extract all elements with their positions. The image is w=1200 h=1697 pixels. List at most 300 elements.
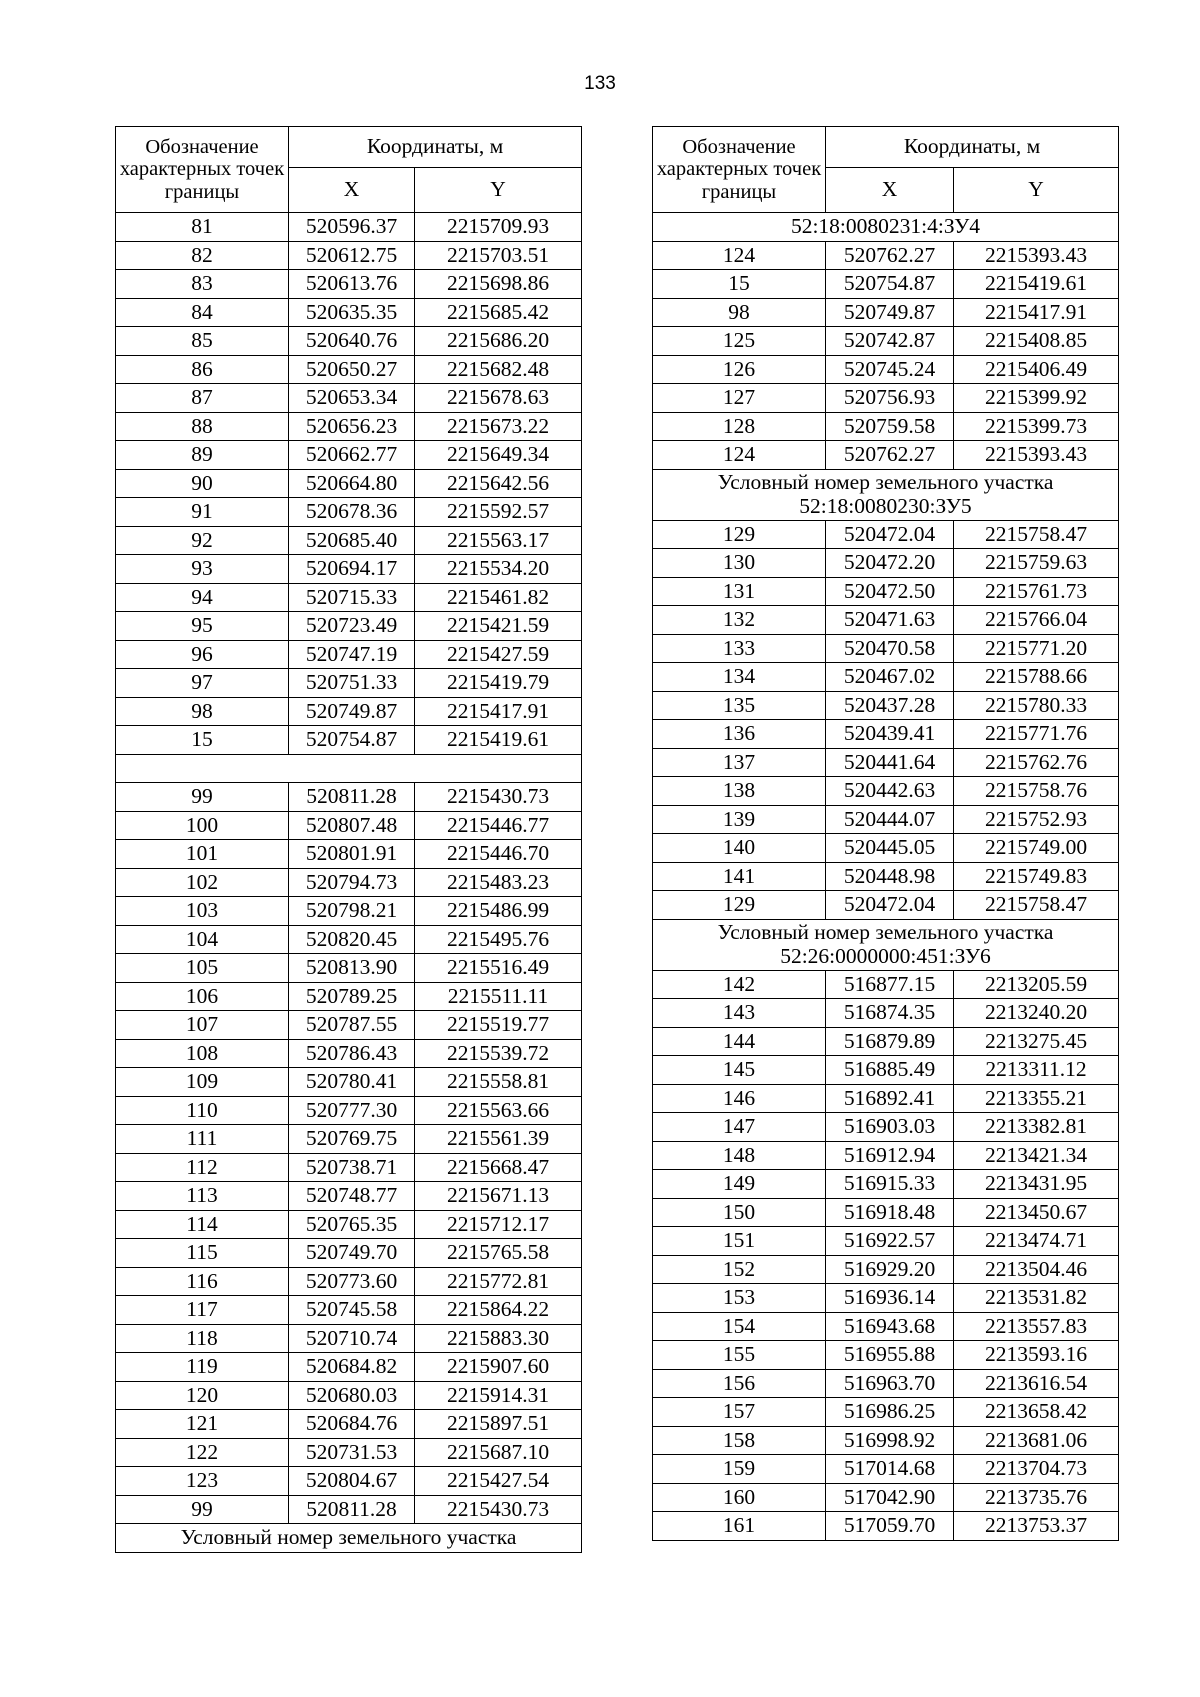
point-id-cell: 113 bbox=[116, 1182, 289, 1211]
table-row bbox=[653, 441, 1119, 470]
table-row bbox=[653, 270, 1119, 299]
x-coordinate-cell: 520762.27 bbox=[826, 241, 954, 270]
point-id-cell: 140 bbox=[653, 834, 826, 863]
x-coordinate-cell: 520472.04 bbox=[826, 520, 954, 549]
coordinates-table-left bbox=[115, 126, 582, 1553]
table-row bbox=[116, 640, 582, 669]
point-id-cell: 120 bbox=[116, 1381, 289, 1410]
point-id-cell: 154 bbox=[653, 1312, 826, 1341]
y-coordinate-cell: 2215758.47 bbox=[954, 891, 1119, 920]
table-row bbox=[653, 1341, 1119, 1370]
y-coordinate-cell: 2215483.23 bbox=[415, 868, 582, 897]
y-coordinate-cell: 2213421.34 bbox=[954, 1141, 1119, 1170]
y-coordinate-cell: 2213704.73 bbox=[954, 1455, 1119, 1484]
x-coordinate-cell: 520749.70 bbox=[289, 1239, 415, 1268]
x-coordinate-cell: 520742.87 bbox=[826, 327, 954, 356]
point-id-cell: 124 bbox=[653, 441, 826, 470]
x-coordinate-cell: 520710.74 bbox=[289, 1324, 415, 1353]
table-row bbox=[116, 697, 582, 726]
x-coordinate-cell: 520650.27 bbox=[289, 355, 415, 384]
x-coordinate-cell: 520470.58 bbox=[826, 634, 954, 663]
y-coordinate-cell: 2215762.76 bbox=[954, 748, 1119, 777]
table-row bbox=[653, 862, 1119, 891]
table-row bbox=[116, 669, 582, 698]
x-coordinate-cell: 516943.68 bbox=[826, 1312, 954, 1341]
table-row bbox=[116, 1239, 582, 1268]
x-coordinate-cell: 520640.76 bbox=[289, 327, 415, 356]
point-id-cell: 103 bbox=[116, 897, 289, 926]
point-id-cell: 155 bbox=[653, 1341, 826, 1370]
point-id-cell: 117 bbox=[116, 1296, 289, 1325]
table-row bbox=[653, 720, 1119, 749]
table-row bbox=[116, 925, 582, 954]
point-id-cell: 133 bbox=[653, 634, 826, 663]
point-id-cell: 111 bbox=[116, 1125, 289, 1154]
point-id-cell: 112 bbox=[116, 1153, 289, 1182]
x-coordinate-cell: 520612.75 bbox=[289, 241, 415, 270]
point-id-cell: 130 bbox=[653, 549, 826, 578]
point-id-cell: 136 bbox=[653, 720, 826, 749]
x-coordinate-cell: 520441.64 bbox=[826, 748, 954, 777]
point-id-cell: 138 bbox=[653, 777, 826, 806]
table-row bbox=[653, 327, 1119, 356]
y-coordinate-cell: 2213311.12 bbox=[954, 1056, 1119, 1085]
x-coordinate-cell: 520786.43 bbox=[289, 1039, 415, 1068]
point-id-cell: 92 bbox=[116, 526, 289, 555]
point-id-cell: 97 bbox=[116, 669, 289, 698]
table-row bbox=[653, 691, 1119, 720]
x-coordinate-cell: 520715.33 bbox=[289, 583, 415, 612]
y-coordinate-cell: 2215682.48 bbox=[415, 355, 582, 384]
table-row bbox=[116, 1381, 582, 1410]
y-coordinate-cell: 2215671.13 bbox=[415, 1182, 582, 1211]
table-row bbox=[116, 1296, 582, 1325]
y-coordinate-cell: 2215765.58 bbox=[415, 1239, 582, 1268]
table-row bbox=[653, 891, 1119, 920]
coordinates-header: Координаты, м bbox=[289, 127, 582, 168]
y-coordinate-cell: 2215771.20 bbox=[954, 634, 1119, 663]
x-coordinate-cell: 516955.88 bbox=[826, 1341, 954, 1370]
y-coordinate-cell: 2215758.76 bbox=[954, 777, 1119, 806]
point-id-cell: 102 bbox=[116, 868, 289, 897]
x-coordinate-cell: 520472.50 bbox=[826, 577, 954, 606]
y-coordinate-cell: 2213753.37 bbox=[954, 1512, 1119, 1541]
point-id-cell: 144 bbox=[653, 1027, 826, 1056]
point-id-cell: 99 bbox=[116, 1495, 289, 1524]
point-id-cell: 158 bbox=[653, 1426, 826, 1455]
y-coordinate-cell: 2215408.85 bbox=[954, 327, 1119, 356]
y-coordinate-cell: 2215780.33 bbox=[954, 691, 1119, 720]
y-coordinate-cell: 2215399.92 bbox=[954, 384, 1119, 413]
table-row bbox=[653, 1113, 1119, 1142]
point-id-cell: 132 bbox=[653, 606, 826, 635]
x-coordinate-cell: 520820.45 bbox=[289, 925, 415, 954]
table-row bbox=[653, 355, 1119, 384]
table-row bbox=[653, 1512, 1119, 1541]
y-coordinate-cell: 2215419.79 bbox=[415, 669, 582, 698]
y-coordinate-cell: 2215687.10 bbox=[415, 1438, 582, 1467]
point-id-cell: 160 bbox=[653, 1483, 826, 1512]
y-coordinate-cell: 2215406.49 bbox=[954, 355, 1119, 384]
section-title: Условный номер земельного участка 52:18:0080230:ЗУ5 bbox=[653, 469, 1119, 520]
x-coordinate-cell: 520664.80 bbox=[289, 469, 415, 498]
y-coordinate-cell: 2215561.39 bbox=[415, 1125, 582, 1154]
x-coordinate-cell: 520780.41 bbox=[289, 1068, 415, 1097]
x-coordinate-cell: 520635.35 bbox=[289, 298, 415, 327]
point-id-cell: 123 bbox=[116, 1467, 289, 1496]
y-coordinate-cell: 2215519.77 bbox=[415, 1011, 582, 1040]
point-id-cell: 141 bbox=[653, 862, 826, 891]
table-row bbox=[653, 1084, 1119, 1113]
x-coordinate-cell: 520448.98 bbox=[826, 862, 954, 891]
x-coordinate-cell: 520738.71 bbox=[289, 1153, 415, 1182]
x-coordinate-cell: 520762.27 bbox=[826, 441, 954, 470]
x-coordinate-cell: 520445.05 bbox=[826, 834, 954, 863]
section-row bbox=[116, 1524, 582, 1553]
y-coordinate-cell: 2215771.76 bbox=[954, 720, 1119, 749]
point-id-cell: 93 bbox=[116, 555, 289, 584]
table-row bbox=[116, 840, 582, 869]
y-coordinate-cell: 2213658.42 bbox=[954, 1398, 1119, 1427]
table-row bbox=[116, 355, 582, 384]
x-coordinate-cell: 520731.53 bbox=[289, 1438, 415, 1467]
x-coordinate-cell: 516879.89 bbox=[826, 1027, 954, 1056]
x-coordinate-cell: 520751.33 bbox=[289, 669, 415, 698]
x-coordinate-cell: 520749.87 bbox=[826, 298, 954, 327]
point-id-cell: 116 bbox=[116, 1267, 289, 1296]
y-coordinate-cell: 2215914.31 bbox=[415, 1381, 582, 1410]
y-coordinate-cell: 2215772.81 bbox=[415, 1267, 582, 1296]
table-row bbox=[116, 897, 582, 926]
x-coordinate-cell: 516998.92 bbox=[826, 1426, 954, 1455]
table-row bbox=[653, 1369, 1119, 1398]
table-row bbox=[653, 1027, 1119, 1056]
table-row bbox=[116, 1467, 582, 1496]
section-row bbox=[653, 213, 1119, 242]
x-coordinate-cell: 520769.75 bbox=[289, 1125, 415, 1154]
point-id-cell: 150 bbox=[653, 1198, 826, 1227]
x-coordinate-cell: 520694.17 bbox=[289, 555, 415, 584]
table-row bbox=[116, 1153, 582, 1182]
x-coordinate-cell: 516936.14 bbox=[826, 1284, 954, 1313]
table-row bbox=[653, 1141, 1119, 1170]
section-row bbox=[653, 919, 1119, 970]
x-coordinate-cell: 520789.25 bbox=[289, 982, 415, 1011]
point-id-cell: 118 bbox=[116, 1324, 289, 1353]
table-row bbox=[116, 1353, 582, 1382]
point-id-cell: 106 bbox=[116, 982, 289, 1011]
table-row bbox=[116, 1096, 582, 1125]
y-coordinate-cell: 2215534.20 bbox=[415, 555, 582, 584]
table-row bbox=[116, 469, 582, 498]
x-coordinate-cell: 520765.35 bbox=[289, 1210, 415, 1239]
x-coordinate-cell: 520747.19 bbox=[289, 640, 415, 669]
section-row bbox=[653, 469, 1119, 520]
y-coordinate-cell: 2213531.82 bbox=[954, 1284, 1119, 1313]
y-coordinate-cell: 2215446.77 bbox=[415, 811, 582, 840]
y-coordinate-cell: 2213593.16 bbox=[954, 1341, 1119, 1370]
y-coordinate-cell: 2215563.66 bbox=[415, 1096, 582, 1125]
section-row bbox=[116, 754, 582, 783]
table-row bbox=[116, 327, 582, 356]
x-coordinate-cell: 520813.90 bbox=[289, 954, 415, 983]
point-id-cell: 115 bbox=[116, 1239, 289, 1268]
y-coordinate-cell: 2215393.43 bbox=[954, 241, 1119, 270]
table-row bbox=[116, 412, 582, 441]
x-coordinate-cell: 517042.90 bbox=[826, 1483, 954, 1512]
y-coordinate-cell: 2215686.20 bbox=[415, 327, 582, 356]
point-id-cell: 89 bbox=[116, 441, 289, 470]
x-coordinate-cell: 520798.21 bbox=[289, 897, 415, 926]
table-row bbox=[116, 1495, 582, 1524]
point-id-cell: 129 bbox=[653, 520, 826, 549]
x-coordinate-cell: 520653.34 bbox=[289, 384, 415, 413]
y-coordinate-cell: 2215430.73 bbox=[415, 783, 582, 812]
point-id-cell: 139 bbox=[653, 805, 826, 834]
point-id-cell: 126 bbox=[653, 355, 826, 384]
point-id-cell: 129 bbox=[653, 891, 826, 920]
y-coordinate-cell: 2213450.67 bbox=[954, 1198, 1119, 1227]
point-id-cell: 128 bbox=[653, 412, 826, 441]
x-coordinate-cell: 516986.25 bbox=[826, 1398, 954, 1427]
point-id-cell: 94 bbox=[116, 583, 289, 612]
y-coordinate-cell: 2215495.76 bbox=[415, 925, 582, 954]
x-coordinate-cell: 520444.07 bbox=[826, 805, 954, 834]
table-row bbox=[653, 1483, 1119, 1512]
table-row bbox=[653, 1056, 1119, 1085]
table-row bbox=[653, 777, 1119, 806]
point-id-cell: 148 bbox=[653, 1141, 826, 1170]
y-coordinate-cell: 2215539.72 bbox=[415, 1039, 582, 1068]
y-coordinate-cell: 2215788.66 bbox=[954, 663, 1119, 692]
point-id-cell: 96 bbox=[116, 640, 289, 669]
table-row bbox=[653, 1198, 1119, 1227]
point-id-cell: 146 bbox=[653, 1084, 826, 1113]
y-coordinate-cell: 2213504.46 bbox=[954, 1255, 1119, 1284]
point-id-cell: 119 bbox=[116, 1353, 289, 1382]
table-row bbox=[653, 1227, 1119, 1256]
point-id-cell: 114 bbox=[116, 1210, 289, 1239]
x-coordinate-cell: 520754.87 bbox=[289, 726, 415, 755]
y-coordinate-cell: 2213382.81 bbox=[954, 1113, 1119, 1142]
y-coordinate-cell: 2215417.91 bbox=[954, 298, 1119, 327]
table-row bbox=[653, 549, 1119, 578]
y-coordinate-cell: 2215907.60 bbox=[415, 1353, 582, 1382]
table-row bbox=[116, 811, 582, 840]
table-row bbox=[116, 384, 582, 413]
x-coordinate-cell: 520684.76 bbox=[289, 1410, 415, 1439]
x-coordinate-cell: 520787.55 bbox=[289, 1011, 415, 1040]
y-coordinate-cell: 2215758.47 bbox=[954, 520, 1119, 549]
y-coordinate-cell: 2215446.70 bbox=[415, 840, 582, 869]
y-coordinate-cell: 2213474.71 bbox=[954, 1227, 1119, 1256]
table-row bbox=[653, 577, 1119, 606]
x-coordinate-cell: 516874.35 bbox=[826, 999, 954, 1028]
table-row bbox=[653, 634, 1119, 663]
table-row bbox=[653, 1170, 1119, 1199]
x-coordinate-cell: 520745.58 bbox=[289, 1296, 415, 1325]
point-id-cell: 124 bbox=[653, 241, 826, 270]
point-id-cell: 134 bbox=[653, 663, 826, 692]
y-coordinate-cell: 2213735.76 bbox=[954, 1483, 1119, 1512]
x-coordinate-cell: 520442.63 bbox=[826, 777, 954, 806]
y-coordinate-cell: 2215709.93 bbox=[415, 213, 582, 242]
point-id-cell: 147 bbox=[653, 1113, 826, 1142]
x-coordinate-cell: 520656.23 bbox=[289, 412, 415, 441]
point-id-cell: 137 bbox=[653, 748, 826, 777]
y-coordinate-cell: 2215673.22 bbox=[415, 412, 582, 441]
y-coordinate-cell: 2213681.06 bbox=[954, 1426, 1119, 1455]
point-id-cell: 142 bbox=[653, 970, 826, 999]
x-coordinate-cell: 516903.03 bbox=[826, 1113, 954, 1142]
y-coordinate-cell: 2215511.11 bbox=[415, 982, 582, 1011]
table-row bbox=[116, 1210, 582, 1239]
point-id-cell: 127 bbox=[653, 384, 826, 413]
x-coordinate-cell: 520754.87 bbox=[826, 270, 954, 299]
table-row bbox=[116, 298, 582, 327]
x-coordinate-cell: 520680.03 bbox=[289, 1381, 415, 1410]
table-row bbox=[653, 1255, 1119, 1284]
table-row bbox=[653, 298, 1119, 327]
y-coordinate-cell: 2215592.57 bbox=[415, 498, 582, 527]
x-coordinate-cell: 520439.41 bbox=[826, 720, 954, 749]
point-id-cell: 98 bbox=[653, 298, 826, 327]
x-coordinate-cell: 516963.70 bbox=[826, 1369, 954, 1398]
point-id-cell: 157 bbox=[653, 1398, 826, 1427]
x-coordinate-cell: 520662.77 bbox=[289, 441, 415, 470]
section-title: 52:18:0080231:4:ЗУ4 bbox=[653, 213, 1119, 242]
table-row bbox=[653, 1398, 1119, 1427]
x-coordinate-cell: 520472.04 bbox=[826, 891, 954, 920]
table-row bbox=[116, 726, 582, 755]
y-coordinate-cell: 2213205.59 bbox=[954, 970, 1119, 999]
point-id-cell: 151 bbox=[653, 1227, 826, 1256]
x-coordinate-cell: 520794.73 bbox=[289, 868, 415, 897]
page-number: 133 bbox=[584, 73, 616, 94]
y-coordinate-cell: 2215897.51 bbox=[415, 1410, 582, 1439]
table-row bbox=[653, 999, 1119, 1028]
y-coordinate-cell: 2215427.59 bbox=[415, 640, 582, 669]
point-id-cell: 125 bbox=[653, 327, 826, 356]
x-coordinate-cell: 516918.48 bbox=[826, 1198, 954, 1227]
point-id-cell: 83 bbox=[116, 270, 289, 299]
table-row bbox=[116, 1125, 582, 1154]
y-coordinate-cell: 2215668.47 bbox=[415, 1153, 582, 1182]
point-id-cell: 143 bbox=[653, 999, 826, 1028]
y-coordinate-cell: 2215649.34 bbox=[415, 441, 582, 470]
point-id-cell: 145 bbox=[653, 1056, 826, 1085]
y-column-header: Y bbox=[954, 168, 1119, 213]
x-coordinate-cell: 520471.63 bbox=[826, 606, 954, 635]
table-row bbox=[116, 954, 582, 983]
point-id-cell: 100 bbox=[116, 811, 289, 840]
x-coordinate-cell: 517059.70 bbox=[826, 1512, 954, 1541]
point-id-cell: 98 bbox=[116, 697, 289, 726]
table-row bbox=[116, 555, 582, 584]
x-coordinate-cell: 520759.58 bbox=[826, 412, 954, 441]
table-row bbox=[116, 1324, 582, 1353]
table-row bbox=[116, 982, 582, 1011]
point-id-cell: 85 bbox=[116, 327, 289, 356]
point-id-cell: 122 bbox=[116, 1438, 289, 1467]
point-id-cell: 95 bbox=[116, 612, 289, 641]
y-coordinate-cell: 2215703.51 bbox=[415, 241, 582, 270]
x-coordinate-cell: 517014.68 bbox=[826, 1455, 954, 1484]
point-id-cell: 108 bbox=[116, 1039, 289, 1068]
left-table-body bbox=[116, 213, 582, 1553]
point-id-cell: 131 bbox=[653, 577, 826, 606]
x-coordinate-cell: 516915.33 bbox=[826, 1170, 954, 1199]
table-row bbox=[116, 1039, 582, 1068]
table-row bbox=[653, 805, 1119, 834]
point-id-cell: 87 bbox=[116, 384, 289, 413]
y-coordinate-cell: 2213431.95 bbox=[954, 1170, 1119, 1199]
y-coordinate-cell: 2215563.17 bbox=[415, 526, 582, 555]
x-coordinate-cell: 520777.30 bbox=[289, 1096, 415, 1125]
x-coordinate-cell: 520745.24 bbox=[826, 355, 954, 384]
point-id-cell: 107 bbox=[116, 1011, 289, 1040]
table-row bbox=[116, 1267, 582, 1296]
point-id-cell: 109 bbox=[116, 1068, 289, 1097]
point-id-cell: 15 bbox=[653, 270, 826, 299]
coordinates-table-right bbox=[652, 126, 1119, 1541]
point-id-cell: 82 bbox=[116, 241, 289, 270]
y-coordinate-cell: 2215712.17 bbox=[415, 1210, 582, 1239]
point-column-header: Обозначение характерных точек границы bbox=[653, 127, 826, 213]
x-coordinate-cell: 520811.28 bbox=[289, 783, 415, 812]
table-row bbox=[653, 748, 1119, 777]
x-coordinate-cell: 520678.36 bbox=[289, 498, 415, 527]
point-id-cell: 105 bbox=[116, 954, 289, 983]
y-coordinate-cell: 2215419.61 bbox=[954, 270, 1119, 299]
section-title: Условный номер земельного участка 52:26:0000000:451:ЗУ6 bbox=[653, 919, 1119, 970]
y-coordinate-cell: 2215399.73 bbox=[954, 412, 1119, 441]
table-row bbox=[653, 834, 1119, 863]
table-row bbox=[116, 441, 582, 470]
table-row bbox=[116, 1410, 582, 1439]
x-coordinate-cell: 520613.76 bbox=[289, 270, 415, 299]
table-row bbox=[116, 1011, 582, 1040]
point-id-cell: 15 bbox=[116, 726, 289, 755]
y-coordinate-cell: 2215698.86 bbox=[415, 270, 582, 299]
table-row bbox=[116, 612, 582, 641]
point-id-cell: 135 bbox=[653, 691, 826, 720]
point-id-cell: 153 bbox=[653, 1284, 826, 1313]
table-row bbox=[653, 663, 1119, 692]
right-table-body bbox=[653, 213, 1119, 1541]
x-coordinate-cell: 516922.57 bbox=[826, 1227, 954, 1256]
table-row bbox=[653, 1284, 1119, 1313]
table-row bbox=[653, 384, 1119, 413]
x-coordinate-cell: 520472.20 bbox=[826, 549, 954, 578]
y-coordinate-cell: 2213240.20 bbox=[954, 999, 1119, 1028]
table-row bbox=[116, 1182, 582, 1211]
y-coordinate-cell: 2215427.54 bbox=[415, 1467, 582, 1496]
y-coordinate-cell: 2215759.63 bbox=[954, 549, 1119, 578]
coordinates-header: Координаты, м bbox=[826, 127, 1119, 168]
x-coordinate-cell: 516877.15 bbox=[826, 970, 954, 999]
table-row bbox=[653, 606, 1119, 635]
table-row bbox=[116, 1068, 582, 1097]
x-coordinate-cell: 520723.49 bbox=[289, 612, 415, 641]
table-row bbox=[653, 1426, 1119, 1455]
x-coordinate-cell: 520801.91 bbox=[289, 840, 415, 869]
table-row bbox=[116, 783, 582, 812]
table-row bbox=[653, 241, 1119, 270]
table-row bbox=[116, 270, 582, 299]
point-id-cell: 149 bbox=[653, 1170, 826, 1199]
y-coordinate-cell: 2215642.56 bbox=[415, 469, 582, 498]
